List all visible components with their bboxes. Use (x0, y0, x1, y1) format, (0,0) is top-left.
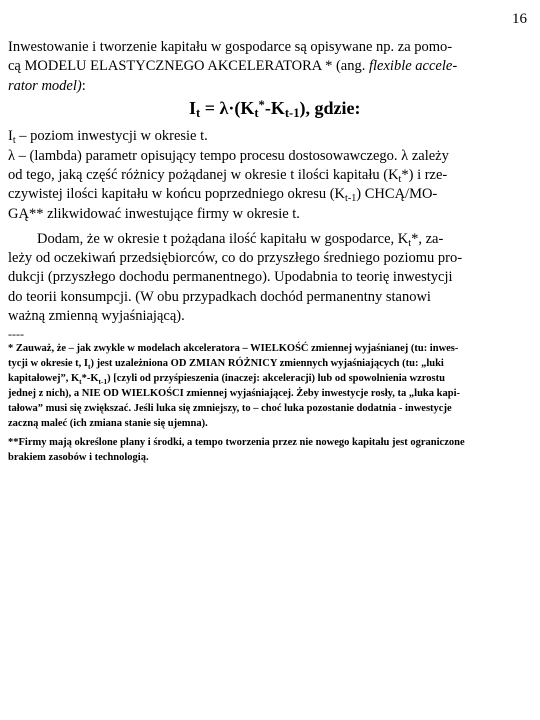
footnote-1-line-3: kapitałowej”, $K_t*-K_{t-1}$) [czyli od przyśpieszenia (inaczej: akceleracji) lub od spowolnienia wzrostu (8, 373, 445, 386)
footnote-1-line-5: tałowa” musi się zwiększać. Jeśli luka się zmniejszy, to – choć luka pozostanie dodatnia - inwestycje (8, 403, 452, 414)
footnote-2-line-2: brakiem zasobów i technologią. (8, 452, 149, 463)
footnote-1-line-1: * Zauważ, że – jak zwykle w modelach akceleratora – WIELKOŚĆ zmiennej wyjaśnianej (tu: inwes- (8, 343, 459, 354)
footnote-1-line-6: zaczną maleć (ich zmiana stanie się ujemna). (8, 418, 208, 429)
definition-line-2: λ – (lambda) parametr opisujący tempo procesu dostosowawczego. λ zależy (8, 148, 449, 164)
accelerator-formula: $I_t = \lambda\cdot(K_t^*-K_{t-1})$, gdzie: (189, 98, 361, 120)
page-number: 16 (512, 11, 527, 27)
intro-line-3 (8, 79, 86, 94)
intro-line-1 (8, 40, 452, 55)
intro-line-2 (8, 59, 457, 74)
paragraph-line-2: leży od oczekiwań przedsiębiorców, co do przyszłego średniego poziomu pro- (8, 250, 463, 266)
intro-colon: : (81, 78, 86, 94)
paragraph-line-4: do teorii konsumpcji. (W obu przypadkach dochód permanentny stanowi (8, 289, 431, 305)
definition-line-1: $I_t$ – poziom inwestycji w okresie t. (8, 128, 208, 146)
paragraph-line-5: ważną zmienną wyjaśniającą). (8, 308, 185, 324)
definition-line-4: czywistej ilości kapitału w końcu poprzedniego okresu $(K_{t-1})$ CHCĄ/MO- (8, 186, 438, 204)
footnote-separator: ---- (8, 327, 24, 341)
paragraph-line-3: dukcji (przyszłego dochodu permanentnego). Upodabnia to teorię inwestycji (8, 269, 453, 285)
paragraph-line-1: Dodam, że w okresie t pożądana ilość kapitału w gospodarce, $K_t*$, za- (8, 231, 444, 249)
definition-line-5: GĄ** zlikwidować inwestujące firmy w okresie t. (8, 206, 300, 222)
definition-line-3: od tego, jaką część różnicy pożądanej w okresie t ilości kapitału $(K_t*)$ i rze- (8, 167, 448, 185)
footnote-1-line-4: jednej z nich), a NIE OD WIELKOŚCI zmiennej wyjaśniającej. Żeby inwestycje rosły, ta „luka kapi- (8, 388, 460, 399)
intro-english-term-1: flexible accele- (369, 58, 458, 74)
footnote-1-line-2: tycji w okresie t, $I_t$) jest uzależniona OD ZMIAN RÓŻNICY zmiennych wyjaśniających (tu: „luki (8, 358, 444, 371)
footnote-2-line-1: **Firmy mają określone plany i środki, a tempo tworzenia przez nie nowego kapitału jest ograniczone (8, 437, 465, 448)
intro-english-term-2: rator model) (8, 78, 82, 94)
intro-text-2: cą MODELU ELASTYCZNEGO AKCELERATORA * (ang. (8, 58, 369, 74)
intro-text-1: Inwestowanie i tworzenie kapitału w gospodarce są opisywane np. za pomo- (8, 39, 453, 55)
